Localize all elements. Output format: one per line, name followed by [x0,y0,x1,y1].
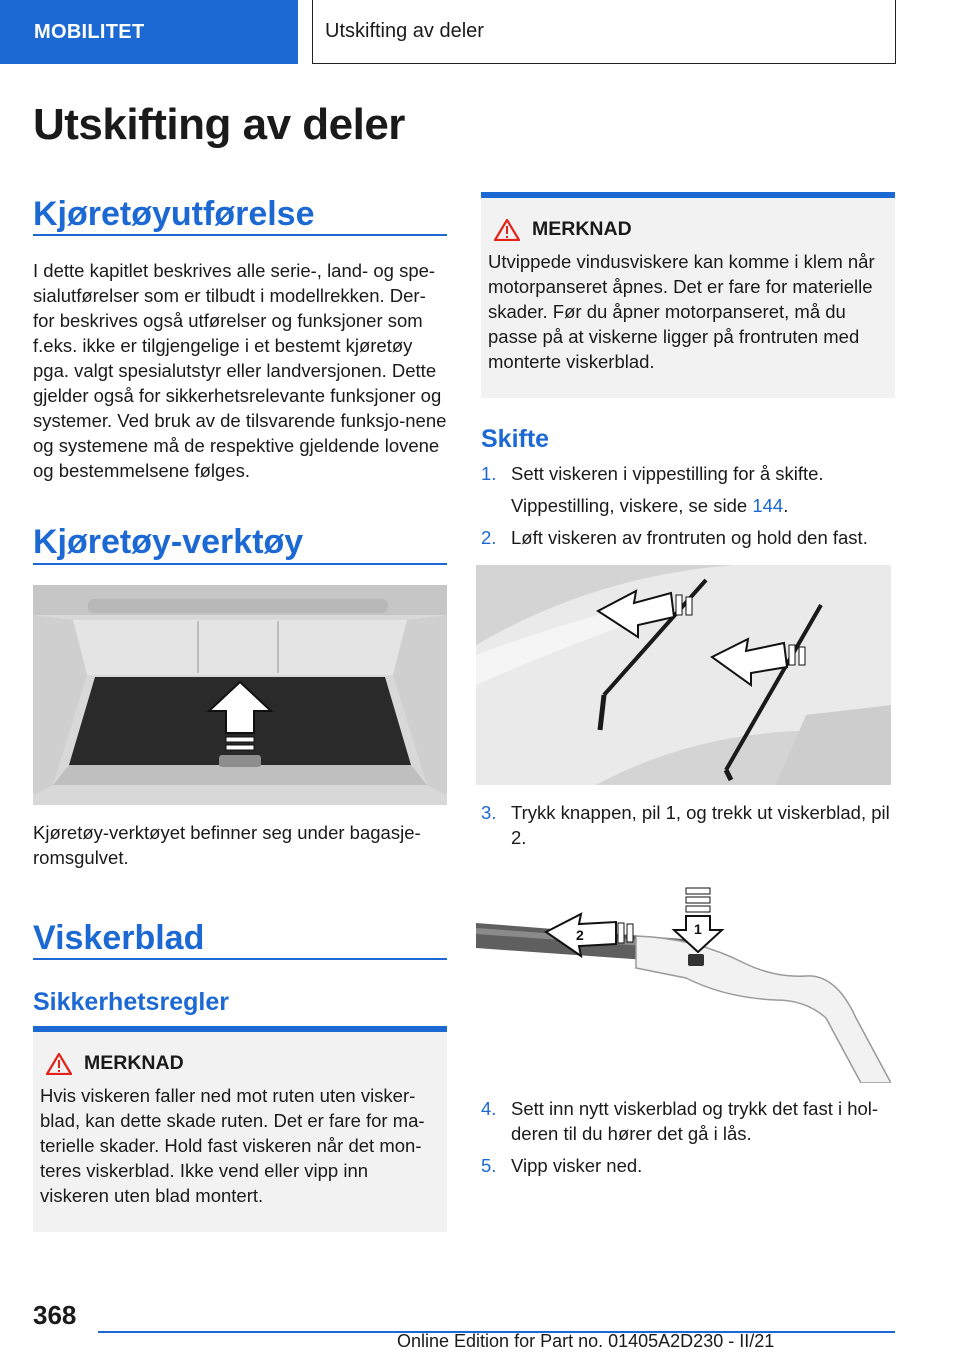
page-title: Utskifting av deler [33,100,405,149]
warning-icon [494,219,520,241]
trunk-floor-illustration [33,585,447,805]
notice-box [33,1026,447,1232]
warning-icon [46,1053,72,1075]
heading-wiper-blades: Viskerblad [33,919,205,957]
edition-note: Online Edition for Part no. 01405A2D230 - II/21 [397,1331,775,1351]
step-number: 4. [481,1098,497,1119]
step-text: Vipp visker ned. [511,1155,643,1176]
step-number: 2. [481,527,497,548]
notice-title-text: MERKNAD [532,218,632,240]
arrow-1-label: 1 [694,921,702,937]
step-number: 5. [481,1155,497,1176]
notice-box [481,192,895,398]
heading-rule [33,563,447,565]
step-number: 3. [481,802,497,823]
tools-caption: Kjøretøy-verktøyet befinner seg under bagasje-romsgulvet. [33,822,421,868]
heading-rule [33,958,447,960]
step-item [481,461,895,486]
step-text: Trykk knappen, pil 1, og trekk ut viskerblad, pil 2. [511,802,890,848]
vehicle-version-body: I dette kapitlet beskrives alle serie-, land- og spe-sialutførelser som er tilbudt i modellrekken. Der-for beskrives også utførelser og funksjoner som f.eks. ikke er tilgjengelige i et bestemt kjøretøy pga. valgt spesialutstyr eller landversjonen. Dette gjelder også for sikkerhetsrelevante funksjoner og systemer. Ved bruk av de tilsvarende funksjo-nene og systemene må de respektive gjeldende lovene og bestemmelsene følges. [33,260,447,481]
step-text: Sett viskeren i vippestilling for å skifte. [511,463,824,484]
arrow-2-label: 2 [576,927,584,943]
step-item [481,1153,895,1178]
step-number: 1. [481,463,497,484]
step-item [481,525,895,550]
notice-title-text: MERKNAD [84,1052,184,1074]
windshield-wiper-illustration [476,565,891,785]
heading-change: Skifte [481,425,550,453]
notice-body: Utvippede vindusviskere kan komme i klem når motorpanseret åpnes. Det er fare for materielle skader. Før du åpner motorpanseret, må du passe på at viskerne ligger på frontruten med monterte viskerblad. [488,251,875,372]
wiper-blade-release-illustration [476,868,891,1083]
step-sub-prefix: Vippestilling, viskere, se side [511,495,753,516]
step-item [481,800,895,850]
page-number: 368 [33,1300,77,1330]
step-text: Løft viskeren av frontruten og hold den fast. [511,527,868,548]
heading-vehicle-tools: Kjøretøy-verktøy [33,523,304,561]
chapter-header: Utskifting av deler [312,0,896,64]
notice-title [46,1052,441,1075]
page-link[interactable]: 144 [752,495,784,516]
step-sub-text [511,493,896,518]
step-sub-suffix: . [783,495,789,516]
section-tab: MOBILITET [0,0,298,64]
heading-safety-rules: Sikkerhetsregler [33,988,229,1016]
notice-body: Hvis viskeren faller ned mot ruten uten visker-blad, kan dette skade ruten. Det er fare for ma-terielle skader. Hold fast viskeren når det mon-teres viskerblad. Ikke vend eller vipp inn viskeren uten blad montert. [40,1085,425,1206]
step-text: Sett inn nytt viskerblad og trykk det fast i hol-deren til du hører det gå i lås. [511,1098,879,1144]
heading-vehicle-version: Kjøretøyutførelse [33,195,315,233]
step-item [481,1096,895,1146]
notice-title [494,218,889,241]
heading-rule [33,234,447,236]
step-sub [481,493,895,518]
